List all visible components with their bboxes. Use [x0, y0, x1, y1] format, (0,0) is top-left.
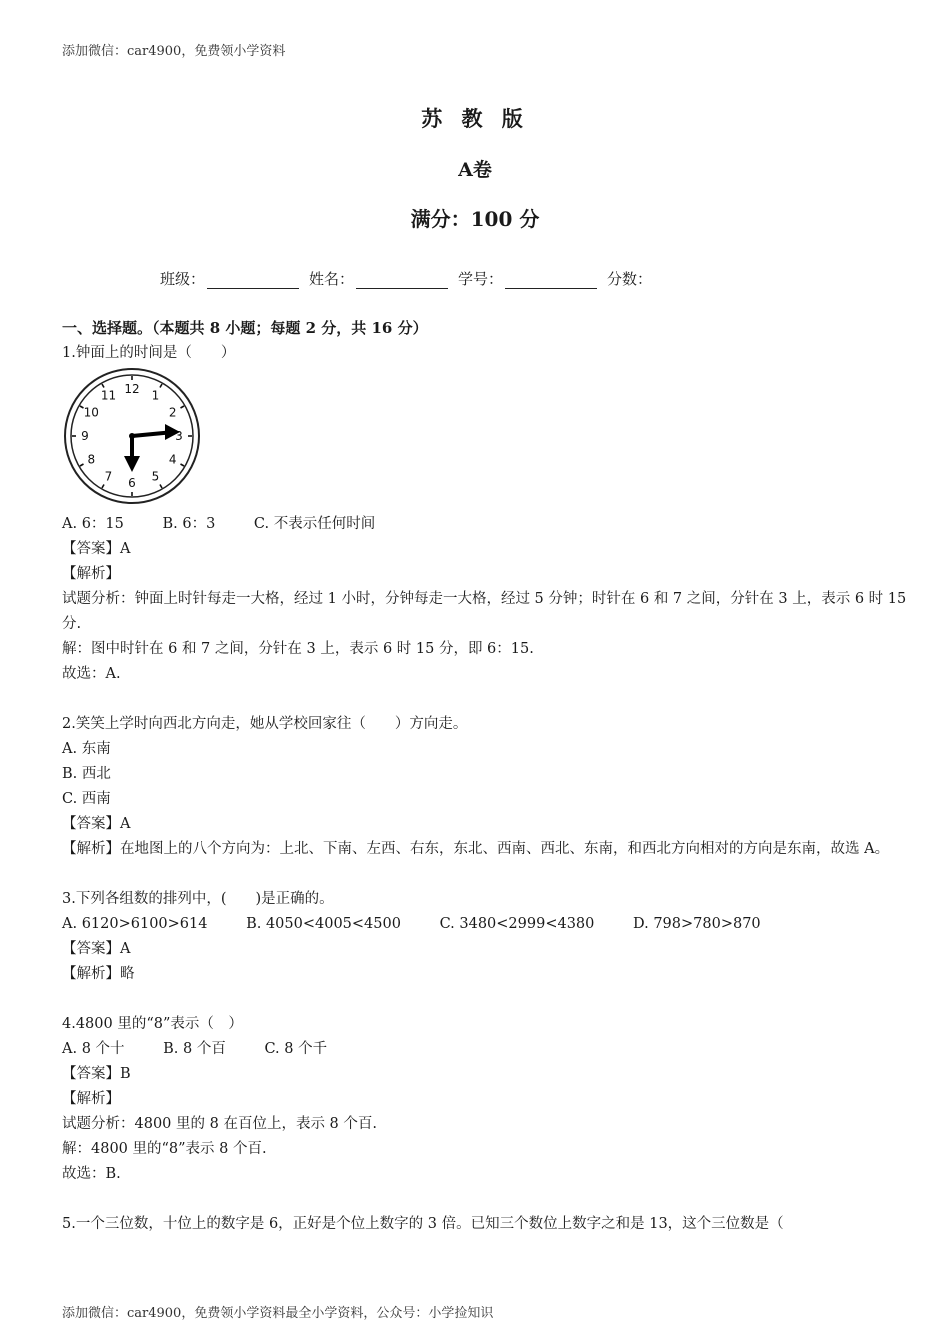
class-label: 班级：	[160, 270, 206, 288]
q4-option-a[interactable]: A. 8 个十	[62, 1041, 125, 1057]
q3-options	[62, 912, 912, 937]
clock-numeral: 2	[168, 405, 177, 420]
clock-numeral: 8	[87, 452, 96, 467]
q1-options	[62, 512, 912, 537]
clock-numeral: 3	[175, 429, 183, 443]
q2-analysis: 【解析】在地图上的八个方向为：上北、下南、左西、右东，东北、西南、西北、东南，和西北方向相对的方向是东南，故选 A。	[62, 841, 890, 857]
number-label: 学号：	[458, 270, 504, 288]
q1-stem: 1.钟面上的时间是（ ）	[62, 345, 236, 361]
q4-analysis-1: 试题分析：4800 里的 8 在百位上，表示 8 个百.	[62, 1116, 378, 1132]
number-blank[interactable]	[505, 272, 597, 289]
q3-stem: 3.下列各组数的排列中，( )是正确的。	[62, 891, 334, 907]
q1-option-c[interactable]: C. 不表示任何时间	[253, 516, 376, 532]
full-score: 满分：100 分	[410, 207, 540, 231]
q4-stem: 4.4800 里的“8”表示（ ）	[62, 1016, 243, 1032]
clock-numeral: 5	[151, 469, 160, 484]
clock-numeral: 6	[128, 476, 136, 490]
q1-option-b[interactable]: B. 6：3	[162, 516, 216, 532]
class-blank[interactable]	[207, 272, 299, 289]
q2-option-c[interactable]: C. 西南	[62, 791, 111, 807]
q2-stem: 2.笑笑上学时向西北方向走，她从学校回家往（ ）方向走。	[62, 716, 468, 732]
clock-face-icon	[62, 368, 202, 506]
q3-analysis: 【解析】略	[62, 966, 135, 982]
q3-option-a[interactable]: A. 6120>6100>614	[62, 916, 208, 932]
name-label: 姓名：	[309, 270, 355, 288]
q1-analysis-1: 试题分析：钟面上时针每走一大格，经过 1 小时，分钟每走一大格，经过 5 分钟；时针在 6 和 7 之间，分针在 3 上，表示 6 时 15 分.	[62, 591, 907, 632]
score-label: 分数：	[607, 270, 653, 288]
clock-numeral: 10	[83, 405, 99, 420]
student-info-row	[160, 268, 652, 289]
clock-numeral: 11	[100, 388, 117, 403]
q4-option-c[interactable]: C. 8 个千	[264, 1041, 328, 1057]
q2-option-a[interactable]: A. 东南	[62, 741, 111, 757]
clock-numeral: 12	[124, 382, 140, 396]
q2-option-b[interactable]: B. 西北	[62, 766, 111, 782]
section-heading: 一、选择题。（本题共 8 小题；每题 2 分，共 16 分）	[62, 319, 428, 337]
q1-answer: 【答案】A	[62, 541, 131, 557]
q3-option-c[interactable]: C. 3480<2999<4380	[439, 916, 595, 932]
q4-option-b[interactable]: B. 8 个百	[163, 1041, 226, 1057]
q4-analysis-2: 解：4800 里的“8”表示 8 个百.	[62, 1141, 267, 1157]
q1-analysis-label: 【解析】	[62, 566, 120, 582]
question-content	[62, 316, 912, 1237]
q3-option-b[interactable]: B. 4050<4005<4500	[246, 916, 401, 932]
doc-title: 苏 教 版	[421, 106, 529, 131]
header-note: 添加微信：car4900，免费领小学资料	[62, 44, 286, 59]
q1-option-a[interactable]: A. 6：15	[62, 516, 124, 532]
q4-options	[62, 1037, 912, 1062]
q3-option-d[interactable]: D. 798>780>870	[633, 916, 761, 932]
q3-answer: 【答案】A	[62, 941, 131, 957]
name-blank[interactable]	[356, 272, 448, 289]
q4-answer: 【答案】B	[62, 1066, 131, 1082]
q1-analysis-3: 故选：A.	[62, 666, 121, 682]
clock-figure	[62, 368, 202, 506]
q1-analysis-2: 解：图中时针在 6 和 7 之间，分针在 3 上，表示 6 时 15 分，即 6：15.	[62, 641, 534, 657]
clock-numeral: 1	[151, 388, 160, 403]
q2-answer: 【答案】A	[62, 816, 131, 832]
q4-analysis-label: 【解析】	[62, 1091, 120, 1107]
q4-analysis-3: 故选：B.	[62, 1166, 121, 1182]
q5-stem: 5.一个三位数，十位上的数字是 6，正好是个位上数字的 3 倍。已知三个数位上数字之和是 13，这个三位数是（	[62, 1216, 784, 1232]
clock-numeral: 9	[81, 429, 89, 443]
footer-note: 添加微信：car4900，免费领小学资料最全小学资料，公众号：小学捡知识	[62, 1306, 494, 1321]
clock-numeral: 7	[104, 469, 113, 484]
clock-numeral: 4	[168, 452, 177, 467]
doc-subtitle: A卷	[458, 159, 492, 181]
